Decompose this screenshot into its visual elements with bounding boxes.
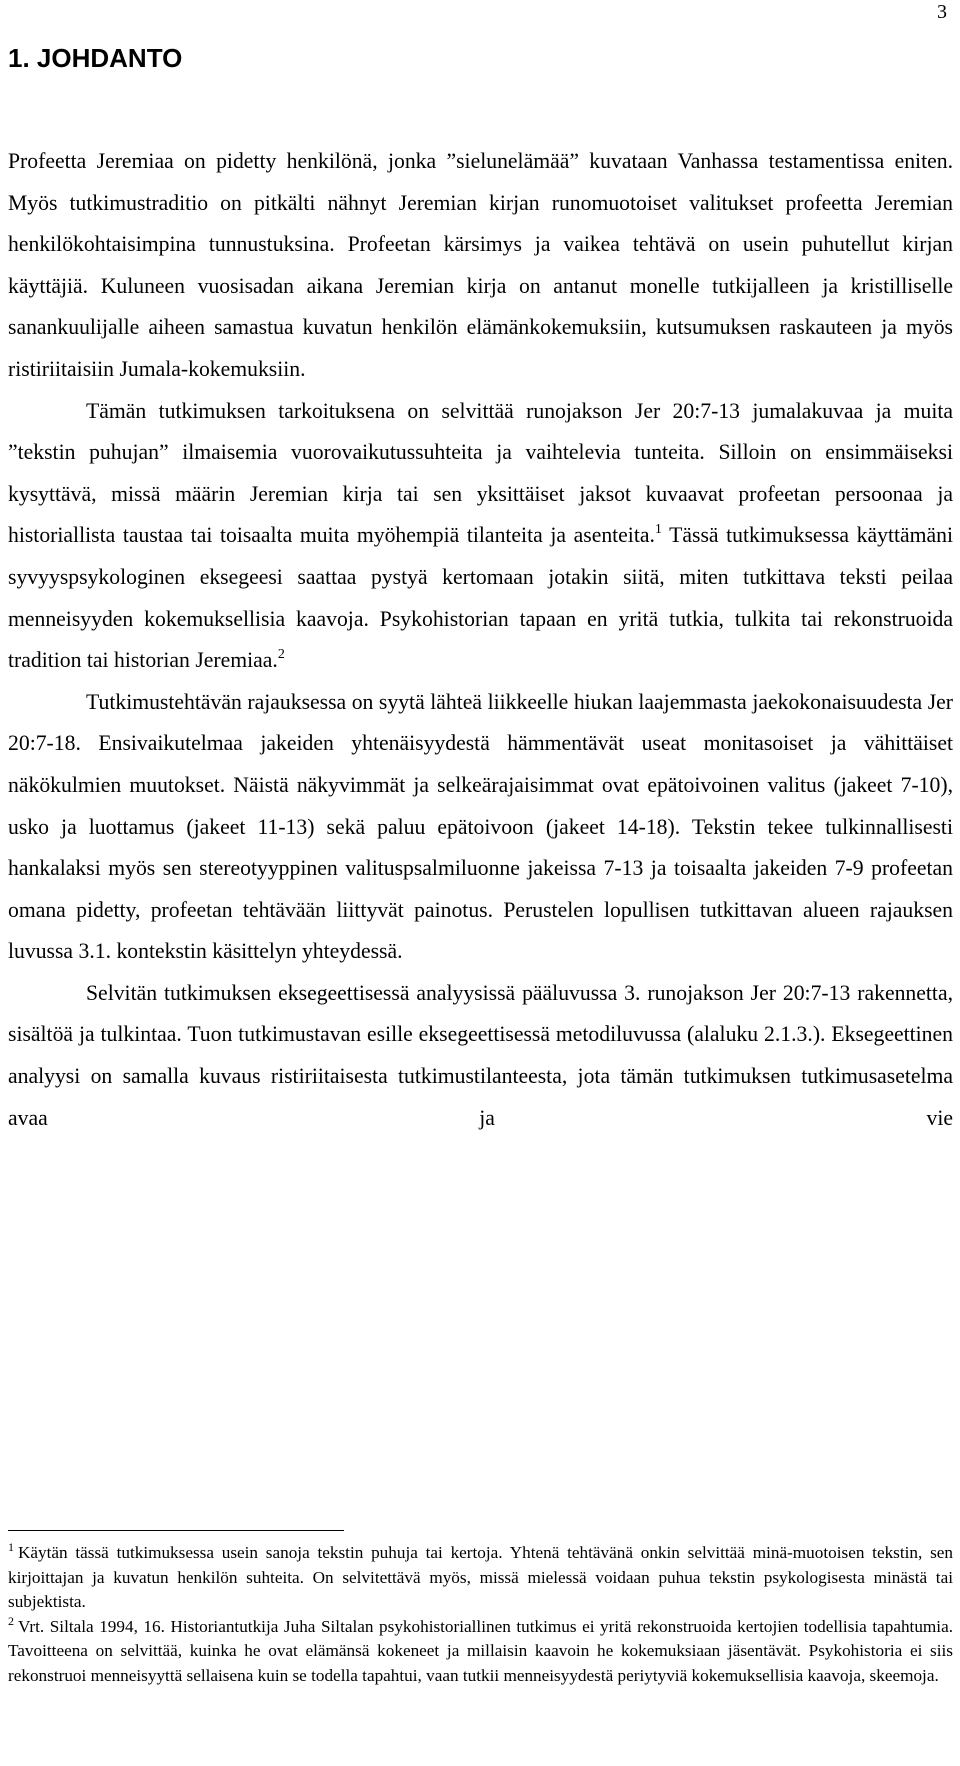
paragraph-3: Tutkimustehtävän rajauksessa on syytä lähteä liikkeelle hiukan laajemmasta jaekokonaisuudesta Jer 20:7-18. Ensivaikutelmaa jakeiden yhtenäisyydestä hämmentävät useat monitasoiset ja vähittäiset näkökulmien muutokset. Näistä näkyvimmät ja selkeärajaisimmat ovat epätoivoinen valitus (jakeet 7-10), usko ja luottamus (jakeet 11-13) sekä paluu epätoivoon (jakeet 14-18). Tekstin tekee tulkinnallisesti hankalaksi myös sen stereotyyppinen valituspsalmiluonne jakeissa 7-13 ja toisaalta jakeiden 7-9 profeetan omana pidetty, profeetan tehtävään liittyvät painotus. Perustelen lopullisen tutkittavan alueen rajauksen luvussa 3.1. kontekstin käsittelyn yhteydessä. [8,689,953,964]
footnote-2 [8,1615,953,1689]
paragraph-4: Selvitän tutkimuksen eksegeettisessä analyysissä pääluvussa 3. runojakson Jer 20:7-13 rakennetta, sisältöä ja tulkintaa. Tuon tutkimustavan esille eksegeettisessä metodiluvussa (alaluku 2.1.3.). Eksegeettinen analyysi on samalla kuvaus ristiriitaisesta tutkimustilanteesta, jota tämän tutkimuksen tutkimusasetelma avaa ja vie [8,980,953,1130]
footnote-1-text: Käytän tässä tutkimuksessa usein sanoja tekstin puhuja tai kertoja. Yhtenä tehtävänä onkin selvittää minä-muotoisen tekstin, sen kirjoittajan ja kuvatun henkilön suhteita. On selvitettävä myös, missä mielessä voidaan puhua tekstin psykologisesta minästä tai subjektista. [8,1543,953,1611]
footnote-ref-2: 2 [277,647,285,663]
footnote-2-text: Vrt. Siltala 1994, 16. Historiantutkija Juha Siltalan psykohistoriallinen tutkimus ei yritä rekonstruoida kertojien todellisia tapahtumia. Tavoitteena on selvittää, kuinka he ovat elämänsä kokeneet ja millaisin kaavoin he kokemuksiaan jäsentävät. Psykohistoria ei siis rekonstruoi menneisyyttä sellaisena kuin se todella tapahtui, vaan tutkii menneisyydestä periytyviä kokemuksellisia kaavoja, skeemoja. [8,1616,953,1685]
body-text [8,141,953,1139]
footnote-1 [8,1541,953,1615]
chapter-title: 1. JOHDANTO [8,43,183,73]
paragraph-1: Profeetta Jeremiaa on pidetty henkilönä, jonka ”sielunelämää” kuvataan Vanhassa testamentissa eniten. Myös tutkimustraditio on pitkälti nähnyt Jeremian kirjan runomuotoiset valitukset profeetta Jeremian henkilökohtaisimpina tunnustuksina. Profeetan kärsimys ja vaikea tehtävä on usein puhutellut kirjan käyttäjiä. Kuluneen vuosisadan aikana Jeremian kirja on antanut monelle tutkijalleen ja kristilliselle sanankuulijalle aiheen samastua kuvatun henkilön elämänkokemuksiin, kutsumuksen raskauteen ja myös ristiriitaisiin Jumala-kokemuksiin. [8,149,953,381]
page-number: 3 [937,1,947,23]
footnote-1-marker: 1 [8,1540,14,1554]
paragraph-2-part-a: Tämän tutkimuksen tarkoituksena on selvittää runojakson Jer 20:7-13 jumalakuvaa ja muita ”tekstin puhujan” ilmaisemia vuorovaikutussuhteita ja vaihtelevia tunteita. Silloin on ensimmäiseksi kysyttävä, missä määrin Jeremian kirja tai sen yksittäiset jaksot kuvaavat profeetan persoonaa ja historiallista taustaa tai toisaalta muita myöhempiä tilanteita ja asenteita. [8,398,953,548]
paragraph-2 [8,391,953,682]
footnote-2-marker: 2 [8,1613,14,1628]
paragraph-2-part-b: Tässä tutkimuksessa käyttämäni syvyyspsykologinen eksegeesi saattaa pystyä kertomaan jotakin siitä, miten tutkittava teksti peilaa menneisyyden kokemuksellisia kaavoja. Psykohistorian tapaan en yritä tutkia, tulkita tai rekonstruoida tradition tai historian Jeremiaa. [8,523,954,673]
footnotes [8,1541,953,1688]
footnote-separator [8,1530,344,1531]
footnote-ref-1: 1 [654,522,662,538]
